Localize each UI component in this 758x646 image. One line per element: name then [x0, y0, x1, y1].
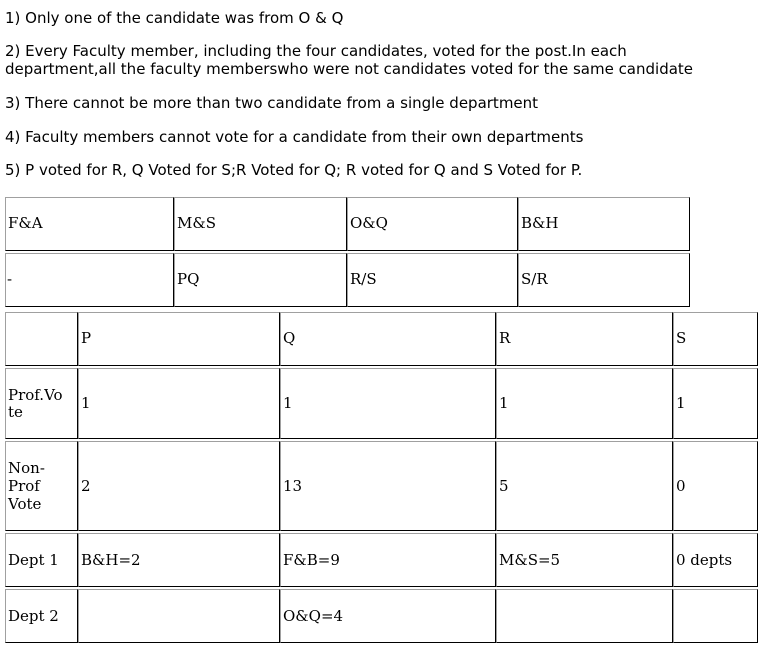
vote-value: 13 [283, 477, 303, 495]
condition-1: 1) Only one of the candidate was from O & Q [5, 9, 344, 27]
dept-header: F&A [8, 214, 43, 232]
vote-cell [496, 368, 673, 439]
dept-header-cell [347, 197, 518, 251]
dept-header-cell [174, 197, 347, 251]
row-label-line: Vote [8, 495, 42, 513]
condition-5: 5) P voted for R, Q Voted for S;R Voted for Q; R voted for Q and S Voted for P. [5, 161, 583, 179]
dept-cell [280, 533, 496, 587]
dept-value: M&S=5 [499, 551, 561, 569]
dept-cell [673, 533, 758, 587]
candidate-header-cell [496, 312, 673, 366]
dept-cell [78, 533, 280, 587]
row-label: Dept 1 [8, 551, 59, 569]
row-label-line: Prof.Vo [8, 386, 63, 404]
vote-value: 5 [499, 477, 509, 495]
candidate-header: R [499, 329, 511, 347]
candidate-header: S [676, 329, 687, 347]
dept-cell [496, 533, 673, 587]
candidate-header: P [81, 329, 92, 347]
vote-value: 1 [676, 394, 686, 412]
dept-value-cell [347, 253, 518, 307]
vote-cell [78, 368, 280, 439]
candidate-header-cell [78, 312, 280, 366]
dept-value: R/S [350, 270, 377, 288]
vote-value: 1 [81, 394, 91, 412]
vote-value: 1 [499, 394, 509, 412]
dept-cell [280, 589, 496, 643]
vote-value: 0 [676, 477, 686, 495]
vote-value: 1 [283, 394, 293, 412]
dept-value: F&B=9 [283, 551, 340, 569]
dept-header: M&S [177, 214, 216, 232]
vote-value: 2 [81, 477, 91, 495]
dept-value: B&H=2 [81, 551, 141, 569]
corner-cell [5, 312, 78, 366]
vote-cell [673, 368, 758, 439]
condition-2-line-1: 2) Every Faculty member, including the four candidates, voted for the post.In each [5, 42, 627, 60]
dept-header-cell [518, 197, 690, 251]
dept-header: B&H [521, 214, 559, 232]
dept-cell [78, 589, 280, 643]
vote-cell [673, 441, 758, 531]
condition-4: 4) Faculty members cannot vote for a candidate from their own departments [5, 128, 584, 146]
row-label-cell [5, 533, 78, 587]
dept-header-cell [5, 197, 174, 251]
dept-value: 0 depts [676, 551, 733, 569]
dept-cell [496, 589, 673, 643]
row-label-cell [5, 368, 78, 439]
dept-value: O&Q=4 [283, 607, 344, 625]
dept-header: O&Q [350, 214, 388, 232]
dept-value-cell [174, 253, 347, 307]
vote-cell [280, 368, 496, 439]
dept-cell [673, 589, 758, 643]
vote-cell [280, 441, 496, 531]
row-label-cell [5, 441, 78, 531]
row-label: Dept 2 [8, 607, 59, 625]
dept-value: PQ [177, 270, 200, 288]
row-label-line: Prof [8, 477, 40, 495]
condition-3: 3) There cannot be more than two candidate from a single department [5, 94, 539, 112]
dept-value-cell [5, 253, 174, 307]
vote-cell [78, 441, 280, 531]
row-label-line: Non- [8, 459, 45, 477]
candidate-header: Q [283, 329, 296, 347]
dept-value: - [7, 270, 13, 288]
row-label-cell [5, 589, 78, 643]
dept-value-cell [518, 253, 690, 307]
vote-cell [496, 441, 673, 531]
candidate-header-cell [280, 312, 496, 366]
candidate-header-cell [673, 312, 758, 366]
condition-2-line-2: department,all the faculty memberswho were not candidates voted for the same candidate [5, 60, 694, 78]
dept-value: S/R [521, 270, 548, 288]
row-label-line: te [8, 403, 23, 421]
